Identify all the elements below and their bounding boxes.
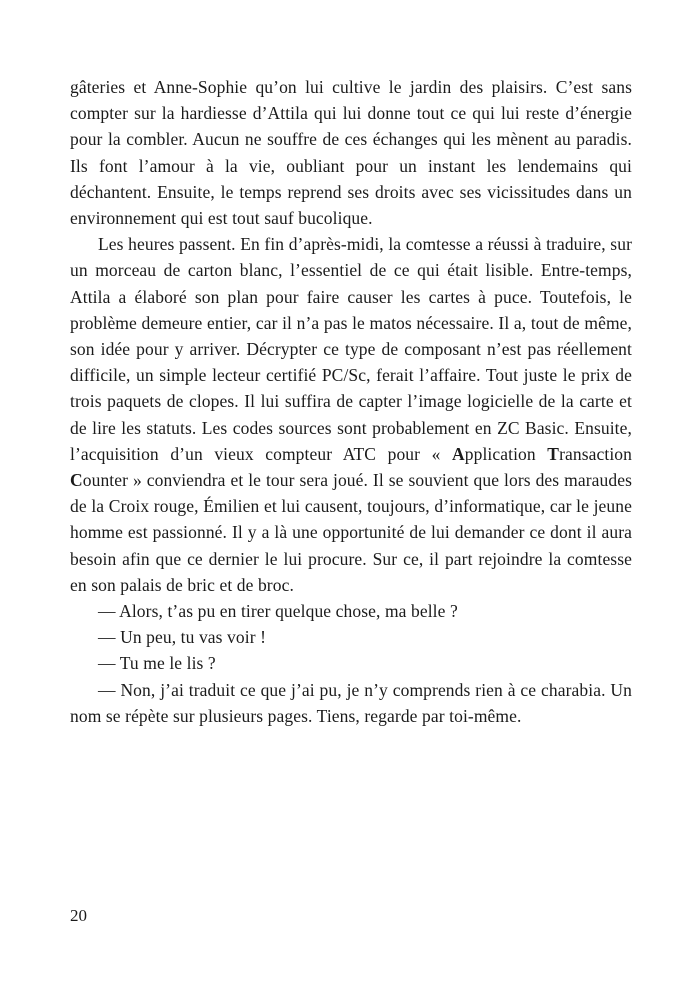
paragraph — [70, 650, 632, 676]
text-segment: — Non, j’ai traduit ce que j’ai pu, je n’y comprends rien à ce charabia. Un nom se répète sur plusieurs pages. Tiens, regarde par toi-même. — [70, 679, 632, 726]
paragraph — [70, 624, 632, 650]
page-text — [70, 74, 632, 729]
paragraph — [70, 598, 632, 624]
text-segment: pplication — [464, 443, 548, 464]
text-segment: ransaction — [559, 443, 632, 464]
text-segment: ounter » conviendra et le tour sera joué. Il se souvient que lors des maraudes de la Croix rouge, Émilien et lui causent, toujours, d’informatique, car le jeune homme est passionné. Il y a là une opportunité de lui demander ce dont il aura besoin afin que ce dernier le lui procure. Sur ce, il part rejoindre la comtesse en son palais de bric et de broc. — [70, 470, 632, 595]
text-segment: — Un peu, tu vas voir ! — [98, 627, 267, 648]
text-segment: gâteries et Anne-Sophie qu’on lui cultive le jardin des plaisirs. C’est sans compter sur la hardiesse d’Attila qui lui donne tout ce qui lui reste d’énergie pour la combler. Aucun ne souffre de ces échanges qui les mènent au paradis. Ils font l’amour à la vie, oubliant pour un instant les lendemains qui déchantent. Ensuite, le temps reprend ses droits avec ses vicissitudes dans un environnement qui est tout sauf bucolique. — [70, 77, 632, 229]
bold-text-segment: T — [547, 443, 560, 464]
paragraph — [70, 74, 632, 231]
text-segment: — Alors, t’as pu en tirer quelque chose, ma belle ? — [98, 601, 458, 622]
bold-text-segment: C — [70, 470, 83, 491]
paragraph — [70, 677, 632, 729]
paragraph — [70, 231, 632, 598]
text-segment: Les heures passent. En fin d’après-midi, la comtesse a réussi à traduire, sur un morceau de carton blanc, l’essentiel de ce qui était lisible. Entre-temps, Attila a élaboré son plan pour faire causer les cartes à puce. Toutefois, le problème demeure entier, car il n’a pas le matos nécessaire. Il a, tout de même, son idée pour y arriver. Décrypter ce type de composant n’est pas réellement difficile, un simple lecteur certifié PC/Sc, ferait l’affaire. Tout juste le prix de trois paquets de clopes. Il lui suffira de capter l’image logicielle de la carte et de lire les statuts. Les codes sources sont probablement en ZC Basic. Ensuite, l’acquisition d’un vieux compteur ATC pour « — [70, 234, 632, 464]
bold-text-segment: A — [452, 443, 465, 464]
page-number: 20 — [70, 906, 87, 925]
text-segment: — Tu me le lis ? — [98, 653, 216, 674]
